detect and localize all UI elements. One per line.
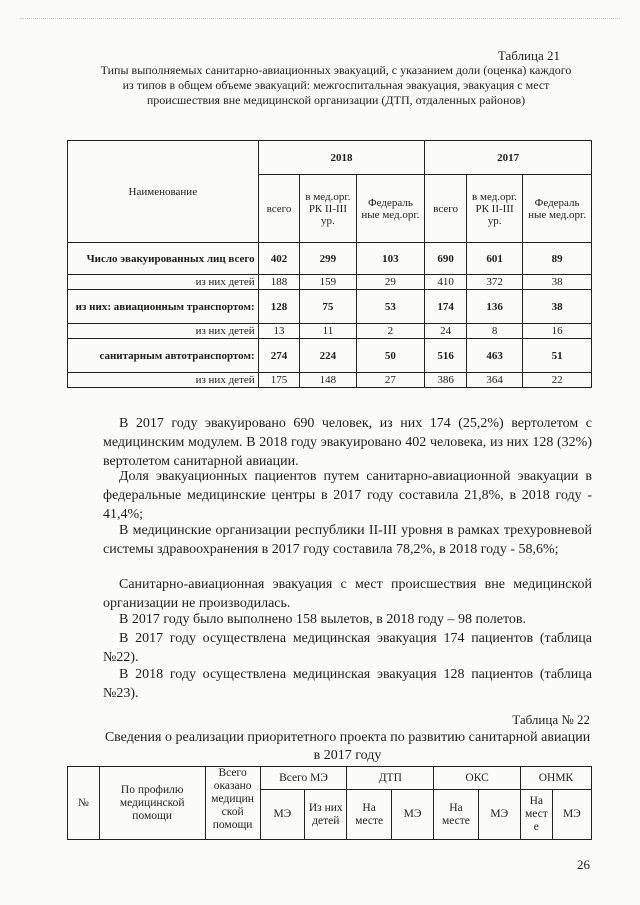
header-total-2017: всего <box>425 175 467 243</box>
row-label: санитарным автотранспортом: <box>68 339 259 373</box>
header-federal-2018: Федераль ные мед.орг. <box>356 175 425 243</box>
sub-on-site: На мест е <box>520 790 552 840</box>
row-label: из них детей <box>68 275 259 290</box>
cell-value: 89 <box>523 243 592 275</box>
scan-edge-line <box>20 18 620 20</box>
cell-value: 8 <box>466 324 522 339</box>
cell-value: 386 <box>425 373 467 388</box>
cell-value: 174 <box>425 290 467 324</box>
cell-value: 22 <box>523 373 592 388</box>
cell-value: 402 <box>258 243 300 275</box>
cell-value: 51 <box>523 339 592 373</box>
sub-me: МЭ <box>552 790 591 840</box>
header-name: Наименование <box>68 141 259 243</box>
table21-number: Таблица 21 <box>497 48 560 63</box>
cell-value: 136 <box>466 290 522 324</box>
cell-value: 53 <box>356 290 425 324</box>
cell-value: 690 <box>425 243 467 275</box>
table-row <box>68 339 592 373</box>
cell-value: 372 <box>466 275 522 290</box>
cell-value: 274 <box>258 339 300 373</box>
header-onmk: ОНМК <box>520 767 591 790</box>
table22-caption: Сведения о реализации приоритетного проекта по развитию санитарной авиации в 2017 году <box>104 730 591 763</box>
table-row <box>68 290 592 324</box>
cell-value: 13 <box>258 324 300 339</box>
cell-value: 175 <box>258 373 300 388</box>
sub-me: МЭ <box>260 790 304 840</box>
cell-value: 188 <box>258 275 300 290</box>
cell-value: 159 <box>300 275 356 290</box>
header-dtp: ДТП <box>347 767 434 790</box>
paragraph-regional-share: В медицинские организации республики II-III уровня в рамках трехуровневой системы здравоохранения в 2017 году составила 78,2%, в 2018 году - 58,6%; <box>103 523 592 557</box>
evacuation-types-table <box>67 140 592 388</box>
cell-value: 224 <box>300 339 356 373</box>
header-federal-2017: Федераль ные мед.орг. <box>523 175 592 243</box>
paragraph-federal-share: Доля эвакуационных пациентов путем санитарно-авиационной эвакуации в федеральные медицинские центры в 2017 году составила 21,8%, в 2018 году - 41,4%; <box>103 469 592 522</box>
cell-value: 29 <box>356 275 425 290</box>
cell-value: 364 <box>466 373 522 388</box>
paragraph-2017-evac: В 2017 году осуществлена медицинская эвакуация 174 пациентов (таблица №22). <box>103 631 592 665</box>
row-label: из них детей <box>68 324 259 339</box>
cell-value: 148 <box>300 373 356 388</box>
priority-project-table <box>67 766 592 840</box>
cell-value: 16 <box>523 324 592 339</box>
header-regional-2018: в мед.орг. РК II-III ур. <box>300 175 356 243</box>
paragraph-evacuated: В 2017 году эвакуировано 690 человек, из них 174 (25,2%) вертолетом с медицинским модулем. В 2018 году эвакуировано 402 человека, из них 128 (32%) вертолетом санитарной авиации. <box>103 416 592 469</box>
cell-value: 27 <box>356 373 425 388</box>
table-row <box>68 373 592 388</box>
cell-value: 128 <box>258 290 300 324</box>
table22-number: Таблица № 22 <box>512 712 590 727</box>
row-label: из них детей <box>68 373 259 388</box>
sub-children: Из них детей <box>305 790 347 840</box>
header-oks: ОКС <box>434 767 521 790</box>
table-row <box>68 275 592 290</box>
cell-value: 38 <box>523 290 592 324</box>
header-year-2018: 2018 <box>258 141 425 175</box>
cell-value: 50 <box>356 339 425 373</box>
cell-value: 601 <box>466 243 522 275</box>
cell-value: 75 <box>300 290 356 324</box>
cell-value: 2 <box>356 324 425 339</box>
cell-value: 11 <box>300 324 356 339</box>
header-number: № <box>68 767 100 840</box>
sub-on-site: На месте <box>434 790 478 840</box>
cell-value: 103 <box>356 243 425 275</box>
sub-me: МЭ <box>478 790 520 840</box>
paragraph-flights: В 2017 году было выполнено 158 вылетов, в 2018 году – 98 полетов. <box>119 612 527 627</box>
table-row <box>68 324 592 339</box>
sub-on-site: На месте <box>347 790 391 840</box>
row-label: из них: авиационным транспортом: <box>68 290 259 324</box>
paragraph-no-onsite: Санитарно-авиационная эвакуация с мест происшествия вне медицинской организации не производилась. <box>103 577 592 611</box>
cell-value: 24 <box>425 324 467 339</box>
sub-me: МЭ <box>391 790 433 840</box>
header-regional-2017: в мед.орг. РК II-III ур. <box>466 175 522 243</box>
header-year-2017: 2017 <box>425 141 592 175</box>
cell-value: 38 <box>523 275 592 290</box>
table-row <box>68 243 592 275</box>
cell-value: 463 <box>466 339 522 373</box>
cell-value: 516 <box>425 339 467 373</box>
cell-value: 299 <box>300 243 356 275</box>
header-all-me: Всего МЭ <box>260 767 347 790</box>
table21-caption: Типы выполняемых санитарно-авиационных эвакуаций, с указанием доли (оценка) каждого из типов в общем объеме эвакуаций: межгоспитальная эвакуация, эвакуация с мест происшествия вне медицинской организации (ДТП, отдаленных районов) <box>100 63 572 107</box>
header-total-help: Всего оказано медицин ской помощи <box>205 767 260 840</box>
paragraph-2018-evac: В 2018 году осуществлена медицинская эвакуация 128 пациентов (таблица №23). <box>103 667 592 701</box>
cell-value: 410 <box>425 275 467 290</box>
header-profile: По профилю медицинской помощи <box>99 767 205 840</box>
page-number: 26 <box>577 857 590 872</box>
header-total-2018: всего <box>258 175 300 243</box>
row-label: Число эвакуированных лиц всего <box>68 243 259 275</box>
